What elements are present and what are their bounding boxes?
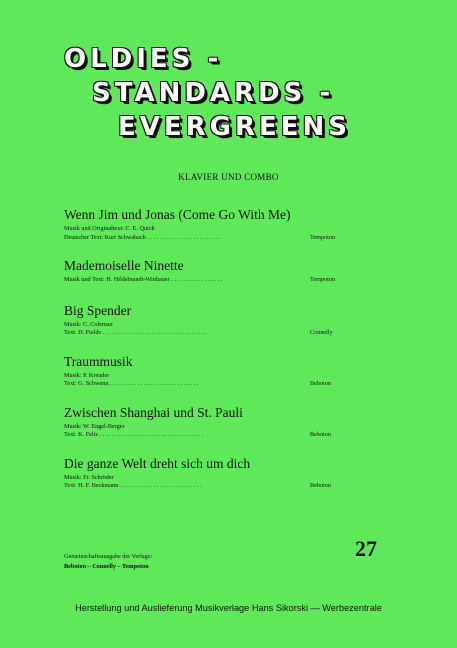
credit-text: Musik: P. Kreuder <box>64 371 110 379</box>
song-title: Big Spender <box>64 302 132 318</box>
credit-row <box>64 321 374 330</box>
song-entry <box>64 405 374 440</box>
credit-text: Text: K. Feltz . . . . . . . . . . . . . . . . . . . . . . . . . . . . . . . . . . <box>64 431 204 438</box>
publisher-name: Beboton <box>310 431 331 438</box>
song-entry <box>64 258 374 285</box>
page-number: 27 <box>355 536 377 561</box>
publisher-name: Tempoton <box>310 233 335 241</box>
song-title: Zwischen Shanghai und St. Pauli <box>64 404 243 420</box>
credit-text: Text: H. F. Beckmann . . . . . . . . . . . . . . . . . . . . . . . . . . . <box>64 482 202 489</box>
credit-row <box>64 372 374 381</box>
distribution-line: Herstellung und Auslieferung Musikverlage Hans Sikorski — Werbezentrale <box>75 603 382 613</box>
title-line-1: OLDIES - <box>64 44 223 74</box>
song-title: Wenn Jim und Jonas (Come Go With Me) <box>64 207 291 222</box>
song-entry <box>64 207 374 242</box>
credit-row <box>64 276 374 285</box>
publishers-list: Beboton – Connelly – Tempoton <box>64 563 149 570</box>
song-list <box>64 207 374 507</box>
title-line-2: STANDARDS - <box>92 78 335 108</box>
credit-row <box>64 329 374 338</box>
publisher-name: Connelly <box>310 329 333 336</box>
song-entry <box>64 303 374 338</box>
publisher-name: Beboton <box>310 380 331 387</box>
credit-row <box>64 482 374 491</box>
publisher-name: Beboton <box>310 482 331 489</box>
song-entry <box>64 456 374 491</box>
credit-text: Musik: C. Coleman <box>64 320 113 328</box>
credit-text: Musik: W. Engel-Berger <box>64 422 125 430</box>
publisher-name: Tempoton <box>310 276 335 283</box>
song-title: Mademoiselle Ninette <box>64 258 184 273</box>
credit-row <box>64 225 374 234</box>
subtitle: KLAVIER UND COMBO <box>178 172 279 182</box>
credit-row <box>64 474 374 483</box>
credit-row <box>64 234 374 243</box>
title-line-3: EVERGREENS <box>118 112 352 142</box>
song-title: Die ganze Welt dreht sich um dich <box>64 455 251 471</box>
credit-text: Musik und Text: H. Hildebrandt-Winhauer . . . . . . . . . . . . . . . . . <box>64 276 223 283</box>
credit-row <box>64 431 374 440</box>
credit-row <box>64 423 374 432</box>
joint-edition-label: Gemeinschaftsausgabe der Verlage: <box>64 553 153 560</box>
credit-text: Musik: Fr. Schröder <box>64 473 114 481</box>
credit-text: Text: G. Schwenn . . . . . . . . . . . . . . . . . . . . . . . . . . . . . <box>64 380 199 387</box>
credit-text: Deutscher Text: Kurt Schwabach . . . . . . . . . . . . . . . . . . . . . . . . <box>64 233 221 241</box>
joint-edition-note <box>64 552 152 572</box>
song-entry <box>64 354 374 389</box>
song-title: Traummusik <box>64 353 133 369</box>
credit-text: Musik und Originaltext: C. E. Quick <box>64 225 155 232</box>
credit-row <box>64 380 374 389</box>
credit-text: Text: D. Fields . . . . . . . . . . . . . . . . . . . . . . . . . . . . . . . . . . <box>64 329 207 336</box>
